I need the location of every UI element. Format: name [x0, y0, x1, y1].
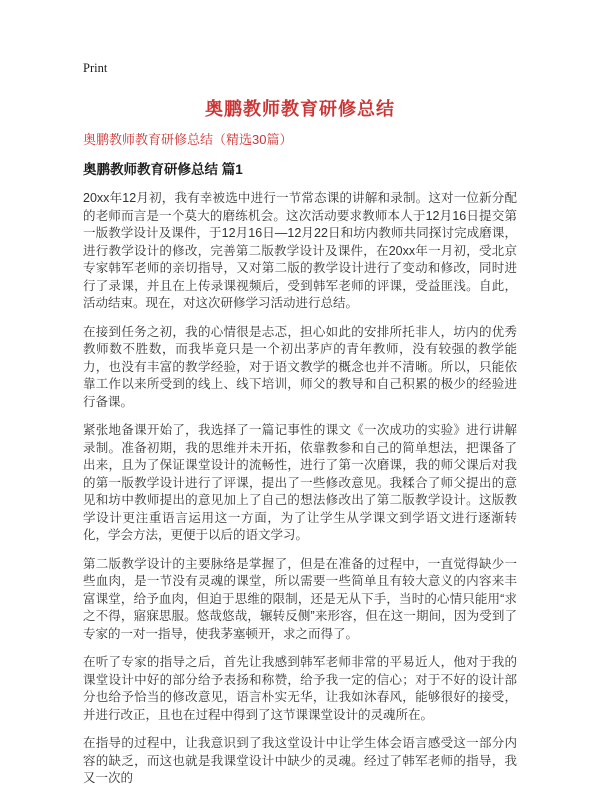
print-link[interactable]: Print [83, 61, 108, 75]
page-title: 奥鹏教师教育研修总结 [205, 99, 395, 119]
paragraph: 在指导的过程中，让我意识到了我这堂设计中让学生体会语言感受这一部分内容的缺乏，而这也就是我课堂设计中缺少的灵魂。经过了韩军老师的指导，我又一次的 [83, 736, 517, 785]
page-subtitle: 奥鹏教师教育研修总结（精选30篇） [83, 132, 293, 147]
paragraph: 在接到任务之初，我的心情很是忐忑，担心如此的安排所托非人，坊内的优秀教师数不胜数，而我毕竟只是一个初出茅庐的青年教师，没有较强的教学能力，也没有丰富的教学经验，对于语文教学的概念也并不清晰。所以，只能依靠工作以来所受到的线上、线下培训，师父的教导和自己积累的极少的经验进行备课。 [83, 324, 517, 409]
paragraph: 20xx年12月初，我有幸被选中进行一节常态课的讲解和录制。这对一位新分配的老师而言是一个莫大的磨练机会。这次活动要求教师本人于12月16日提交第一版教学设计及课件，于12月16日—12月22日和坊内教师共同探讨完成磨课，进行教学设计的修改，完善第二版教学设计及课件，在20xx年一月初，受北京专家韩军老师的亲切指导，又对第二版的教学设计进行了变动和修改，同时进行了录课，并且在上传录课视频后，受到韩军老师的评课，受益匪浅。自此，活动结束。现在，对这次研修学习活动进行总结。 [83, 191, 517, 310]
paragraph: 在听了专家的指导之后，首先让我感到韩军老师非常的平易近人，他对于我的课堂设计中好的部分给予表扬和称赞，给予我一定的信心；对于不好的设计部分也给予恰当的修改意见，语言朴实无华，让我如沐春风，能够很好的接受，并进行改正，且也在过程中得到了这节课课堂设计的灵魂所在。 [83, 655, 517, 722]
paragraph: 第二版教学设计的主要脉络是掌握了，但是在准备的过程中，一直觉得缺少一些血肉，是一节没有灵魂的课堂，所以需要一些简单且有较大意义的内容来丰富课堂，给予血肉，但迫于思维的限制，还是无从下手，当时的心情只能用“求之不得，寤寐思服。悠哉悠哉，辗转反侧”来形容，但在这一期间，因为受到了专家的一对一指导，使我茅塞顿开，求之而得了。 [83, 556, 517, 641]
section-heading: 奥鹏教师教育研修总结 篇1 [83, 162, 243, 177]
paragraph: 紧张地备课开始了，我选择了一篇记事性的课文《一次成功的实验》进行讲解录制。准备初期，我的思维并未开拓，依靠教参和自己的简单想法，把课备了出来，且为了保证课堂设计的流畅性，进行了第一次磨课，我的师父课后对我的第一版教学设计进行了评课，提出了一些修改意见。我糅合了师父提出的意见和坊中教师提出的意见加上了自己的想法修改出了第二版教学设计。这版教学设计更注重语言运用这一方面，为了让学生从学课文到学语文进行逐渐转化，学会方法，更便于以后的语文学习。 [83, 423, 517, 542]
document-content [83, 0, 517, 788]
